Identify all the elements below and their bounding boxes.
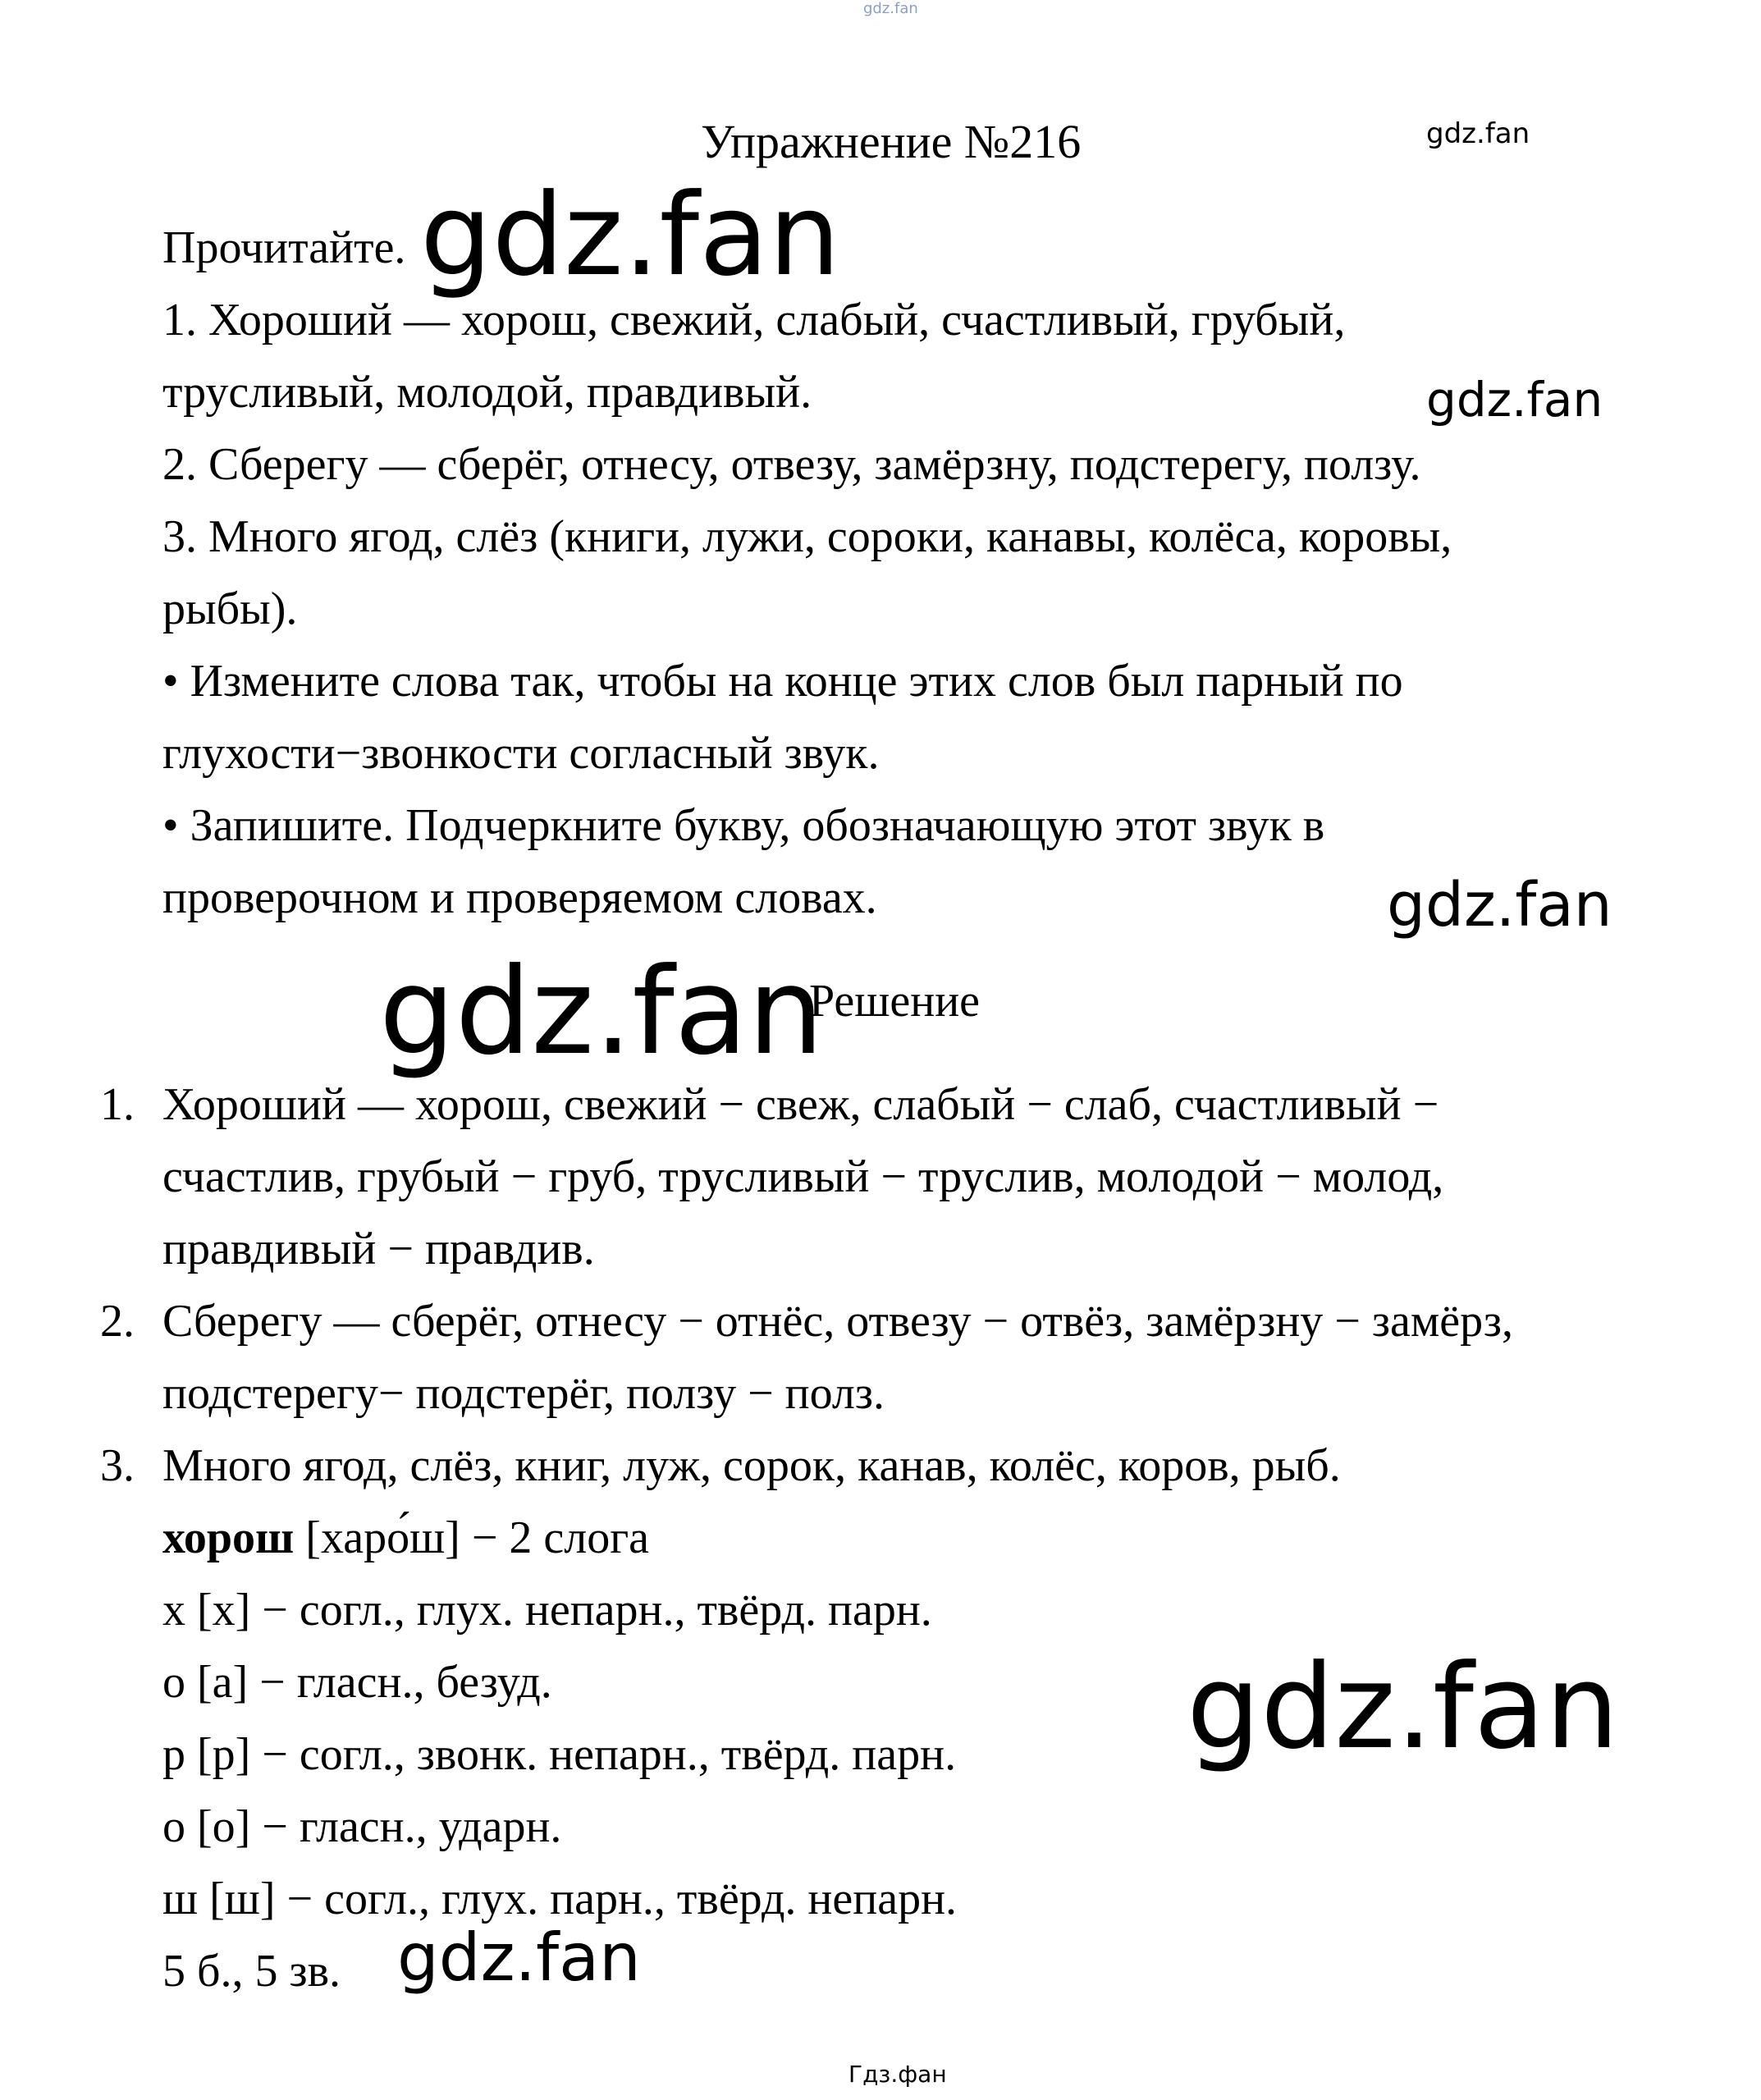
analysis-row: р [р] − согл., звонк. непарн., твёрд. парн. — [162, 1729, 957, 1780]
task-line: • Измените слова так, чтобы на конце этих слов был парный по — [162, 656, 1403, 707]
analysis-row: х [х] − согл., глух. непарн., твёрд. парн. — [162, 1585, 932, 1636]
watermark-medium-3: gdz.fan — [397, 1919, 641, 1996]
exercise-title: Упражнение №216 — [701, 115, 1082, 168]
analysis-row: ш [ш] − согл., глух. парн., твёрд. непарн. — [162, 1874, 958, 1924]
task-line: • Запишите. Подчеркните букву, обозначающую этот звук в — [162, 800, 1325, 851]
top-watermark: gdz.fan — [863, 0, 918, 17]
solution-line: счастлив, грубый − груб, трусливый − труслив, молодой − молод, — [162, 1151, 1444, 1202]
analysis-header — [162, 1512, 650, 1563]
task-line: трусливый, молодой, правдивый. — [162, 367, 812, 418]
watermark-large-2: gdz.fan — [379, 942, 824, 1082]
task-line: 3. Много ягод, слёз (книги, лужи, сороки, канавы, колёса, коровы, — [162, 511, 1452, 562]
task-line: 2. Сберегу — сберёг, отнесу, отвезу, замёрзну, подстерегу, ползу. — [162, 439, 1421, 490]
analysis-summary: 5 б., 5 зв. — [162, 1946, 341, 1997]
watermark-large-1: gdz.fan — [420, 169, 841, 301]
solution-line: Хороший — хорош, свежий − свеж, слабый − слаб, счастливый − — [162, 1079, 1439, 1130]
task-line: 1. Хороший — хорош, свежий, слабый, счастливый, грубый, — [162, 295, 1346, 345]
solution-line: правдивый − правдив. — [162, 1224, 595, 1274]
analysis-row: о [о] − гласн., ударн. — [162, 1801, 562, 1852]
solution-heading: Решение — [809, 976, 981, 1027]
task-line: рыбы). — [162, 583, 298, 634]
task-line: глухости−звонкости согласный звук. — [162, 728, 880, 779]
watermark-medium-2: gdz.fan — [1387, 870, 1612, 940]
solution-item-number: 1. — [100, 1079, 135, 1130]
watermark-large-3: gdz.fan — [1187, 1640, 1619, 1775]
watermark-top-right: gdz.fan — [1426, 117, 1530, 150]
analysis-transcription: [харо́ш] − 2 слога — [305, 1512, 650, 1563]
task-line: проверочном и проверяемом словах. — [162, 872, 877, 923]
solution-item-number: 2. — [100, 1296, 135, 1347]
analysis-word: хорош — [162, 1512, 295, 1563]
footer-watermark: Гдз.фан — [848, 2061, 947, 2088]
analysis-row: о [а] − гласн., безуд. — [162, 1657, 552, 1708]
solution-line: Много ягод, слёз, книг, луж, сорок, канав, колёс, коров, рыб. — [162, 1440, 1341, 1491]
solution-item-number: 3. — [100, 1440, 135, 1491]
solution-line: подстерегу− подстерёг, ползу − полз. — [162, 1368, 885, 1419]
watermark-medium-1: gdz.fan — [1426, 372, 1603, 428]
solution-line: Сберегу — сберёг, отнесу − отнёс, отвезу − отвёз, замёрзну − замёрз, — [162, 1296, 1513, 1347]
exercise-intro: Прочитайте. — [162, 222, 406, 273]
